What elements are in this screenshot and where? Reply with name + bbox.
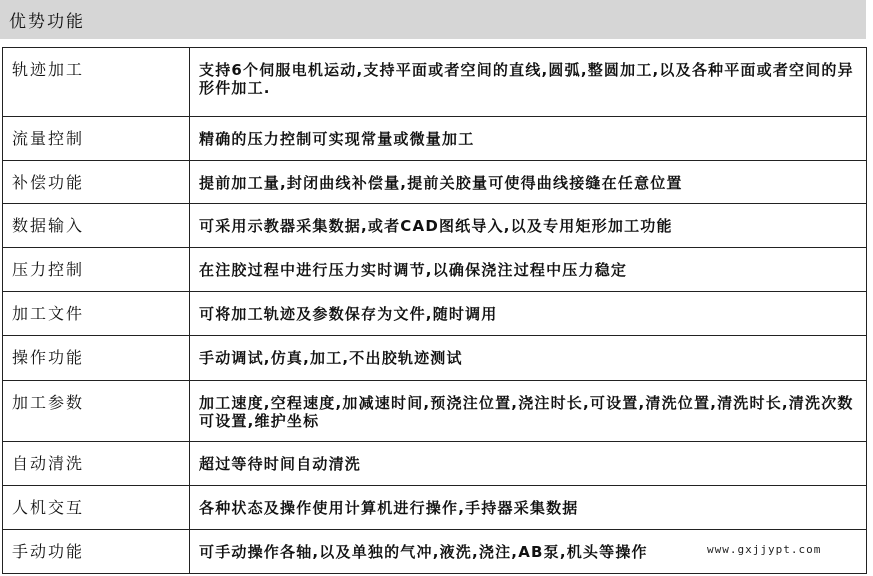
table-row	[3, 381, 867, 442]
feature-name: 轨迹加工	[3, 48, 190, 117]
feature-table	[2, 47, 867, 574]
table-row	[3, 161, 867, 204]
feature-name: 人机交互	[3, 486, 190, 530]
feature-description: 可手动操作各轴,以及单独的气冲,液洗,浇注,AB泵,机头等操作	[190, 530, 867, 574]
section-title: 优势功能	[9, 12, 85, 32]
feature-description: 精确的压力控制可实现常量或微量加工	[190, 117, 867, 161]
table-row	[3, 117, 867, 161]
table-row	[3, 442, 867, 486]
feature-name: 自动清洗	[3, 442, 190, 486]
feature-name: 加工参数	[3, 381, 190, 442]
table-row	[3, 336, 867, 381]
feature-name: 加工文件	[3, 292, 190, 336]
feature-name: 压力控制	[3, 248, 190, 292]
feature-description: 各种状态及操作使用计算机进行操作,手持器采集数据	[190, 486, 867, 530]
table-row	[3, 292, 867, 336]
table-row	[3, 204, 867, 248]
feature-description: 加工速度,空程速度,加减速时间,预浇注位置,浇注时长,可设置,清洗位置,清洗时长,清洗次数可设置,维护坐标	[190, 381, 867, 442]
feature-description: 超过等待时间自动清洗	[190, 442, 867, 486]
table-row	[3, 248, 867, 292]
feature-description: 在注胶过程中进行压力实时调节,以确保浇注过程中压力稳定	[190, 248, 867, 292]
feature-name: 流量控制	[3, 117, 190, 161]
feature-description: 可将加工轨迹及参数保存为文件,随时调用	[190, 292, 867, 336]
feature-description: 支持6个伺服电机运动,支持平面或者空间的直线,圆弧,整圆加工,以及各种平面或者空间的异形件加工.	[190, 48, 867, 117]
watermark: www.gxjjypt.com	[707, 543, 822, 556]
feature-name: 操作功能	[3, 336, 190, 381]
feature-name: 手动功能	[3, 530, 190, 574]
feature-name: 补偿功能	[3, 161, 190, 204]
table-row	[3, 48, 867, 117]
feature-description: 手动调试,仿真,加工,不出胶轨迹测试	[190, 336, 867, 381]
section-header	[0, 0, 866, 39]
table-row	[3, 486, 867, 530]
feature-name: 数据输入	[3, 204, 190, 248]
feature-description: 提前加工量,封闭曲线补偿量,提前关胶量可使得曲线接缝在任意位置	[190, 161, 867, 204]
feature-description: 可采用示教器采集数据,或者CAD图纸导入,以及专用矩形加工功能	[190, 204, 867, 248]
